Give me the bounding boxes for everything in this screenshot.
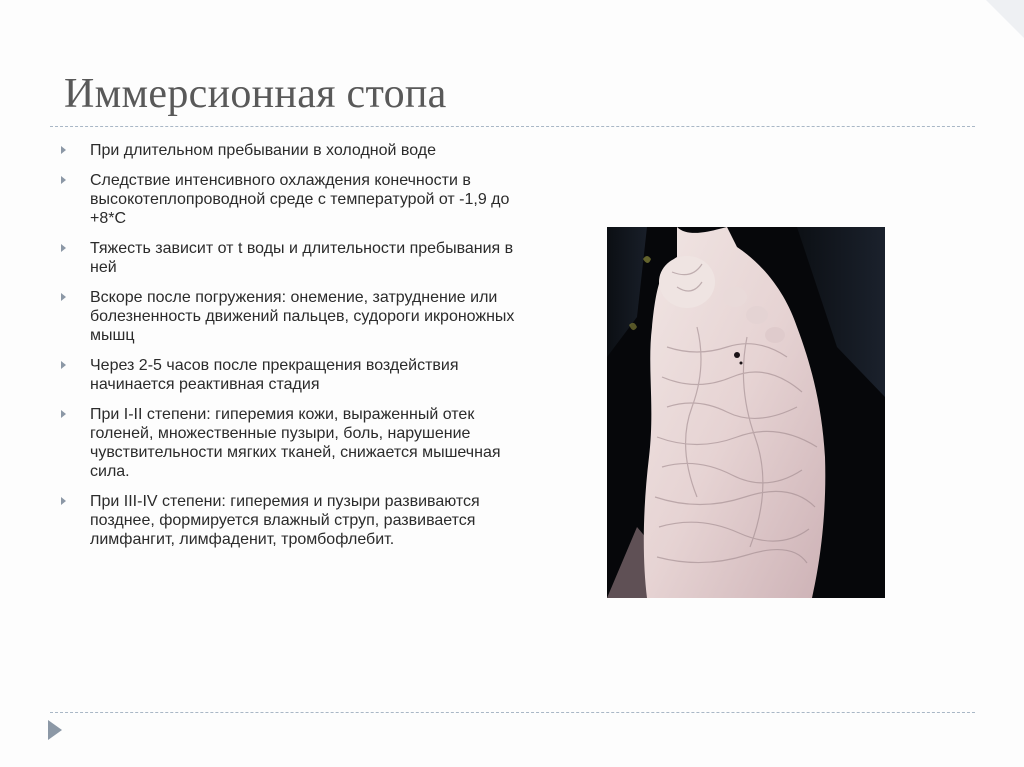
triangle-right-icon bbox=[61, 361, 66, 369]
triangle-right-icon bbox=[61, 146, 66, 154]
triangle-right-icon bbox=[61, 497, 66, 505]
corner-decoration bbox=[986, 0, 1024, 38]
footer-divider bbox=[50, 712, 975, 713]
foot-illustration bbox=[607, 227, 885, 598]
triangle-right-icon bbox=[48, 720, 62, 740]
slide-title: Иммерсионная стопа bbox=[64, 71, 447, 117]
bullet-list bbox=[60, 141, 540, 560]
bullet-text: При длительном пребывании в холодной воде bbox=[90, 142, 437, 159]
triangle-right-icon bbox=[61, 244, 66, 252]
bullet-text: Вскоре после погружения: онемение, затруднение или болезненность движений пальцев, судороги икроножных мышц bbox=[90, 289, 515, 344]
list-item bbox=[60, 171, 540, 228]
list-item bbox=[60, 239, 540, 277]
list-item bbox=[60, 492, 540, 549]
bullet-text: При III-IV степени: гиперемия и пузыри развиваются позднее, формируется влажный струп, развивается лимфангит, лимфаденит, тромбофлебит. bbox=[90, 493, 480, 548]
foot-photo bbox=[607, 227, 885, 598]
title-divider bbox=[50, 126, 975, 127]
list-item bbox=[60, 356, 540, 394]
bullet-text: Через 2-5 часов после прекращения воздействия начинается реактивная стадия bbox=[90, 357, 459, 393]
bullet-text: Тяжесть зависит от t воды и длительности пребывания в ней bbox=[90, 240, 514, 276]
list-item bbox=[60, 405, 540, 481]
list-item bbox=[60, 141, 540, 160]
triangle-right-icon bbox=[61, 410, 66, 418]
bullet-text: При I-II степени: гиперемия кожи, выраженный отек голеней, множественные пузыри, боль, нарушение чувствительности мягких тканей, снижается мышечная сила. bbox=[90, 406, 501, 480]
triangle-right-icon bbox=[61, 293, 66, 301]
list-item bbox=[60, 288, 540, 345]
triangle-right-icon bbox=[61, 176, 66, 184]
bullet-text: Следствие интенсивного охлаждения конечности в высокотеплопроводной среде с температурой от -1,9 до +8*С bbox=[90, 172, 510, 227]
